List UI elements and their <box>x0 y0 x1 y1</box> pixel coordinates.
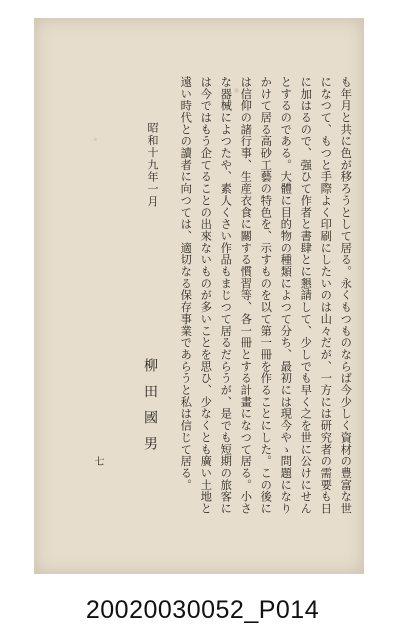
body-line: 遠い時代との讀者に向つては、適切なる保存事業であらうと私は信じて居る。 <box>179 76 193 491</box>
page-number: 七 <box>92 456 103 466</box>
book-page <box>34 18 364 574</box>
body-line: も年月と共に色が移ろうとして居る。永くもつものならば今少しく資材の豊富な世 <box>339 76 353 515</box>
body-line: になつて、もつと手際よく印刷にしたいのは山々だが、一方には研究者の需要も日 <box>319 76 333 515</box>
body-line: な器械によつたや、素人くさい作品もまじつて居るだらうが、是でも短期の旅客に <box>219 76 233 515</box>
author-name: 柳田國男 <box>142 358 158 462</box>
body-line: かけて居る高砂工藝の特色を、示すものを以て第一冊を作ることにした。この後に <box>259 76 273 515</box>
image-caption: 20020030052_P014 <box>85 596 320 624</box>
body-line: は信仰の諸行事、生産衣食に關する慣習等、各一冊とする計畫になつて居る。小さ <box>239 76 253 515</box>
paper-stain <box>234 88 239 93</box>
body-line: は今ではもう企てることの出來ないものが多いことを思ひ、少なくとも廣い土地と <box>199 76 213 515</box>
body-line: に加はるので、强ひて作者と書肆とに懇請して、少しでも早く之を世に公けにせん <box>299 76 313 515</box>
paper-stain <box>94 138 97 141</box>
date-line: 昭和十九年一月 <box>146 122 159 208</box>
body-line: とするのである。大體に目的物の種類によつて分ち、最初には現今やゝ問題になり <box>279 76 293 515</box>
